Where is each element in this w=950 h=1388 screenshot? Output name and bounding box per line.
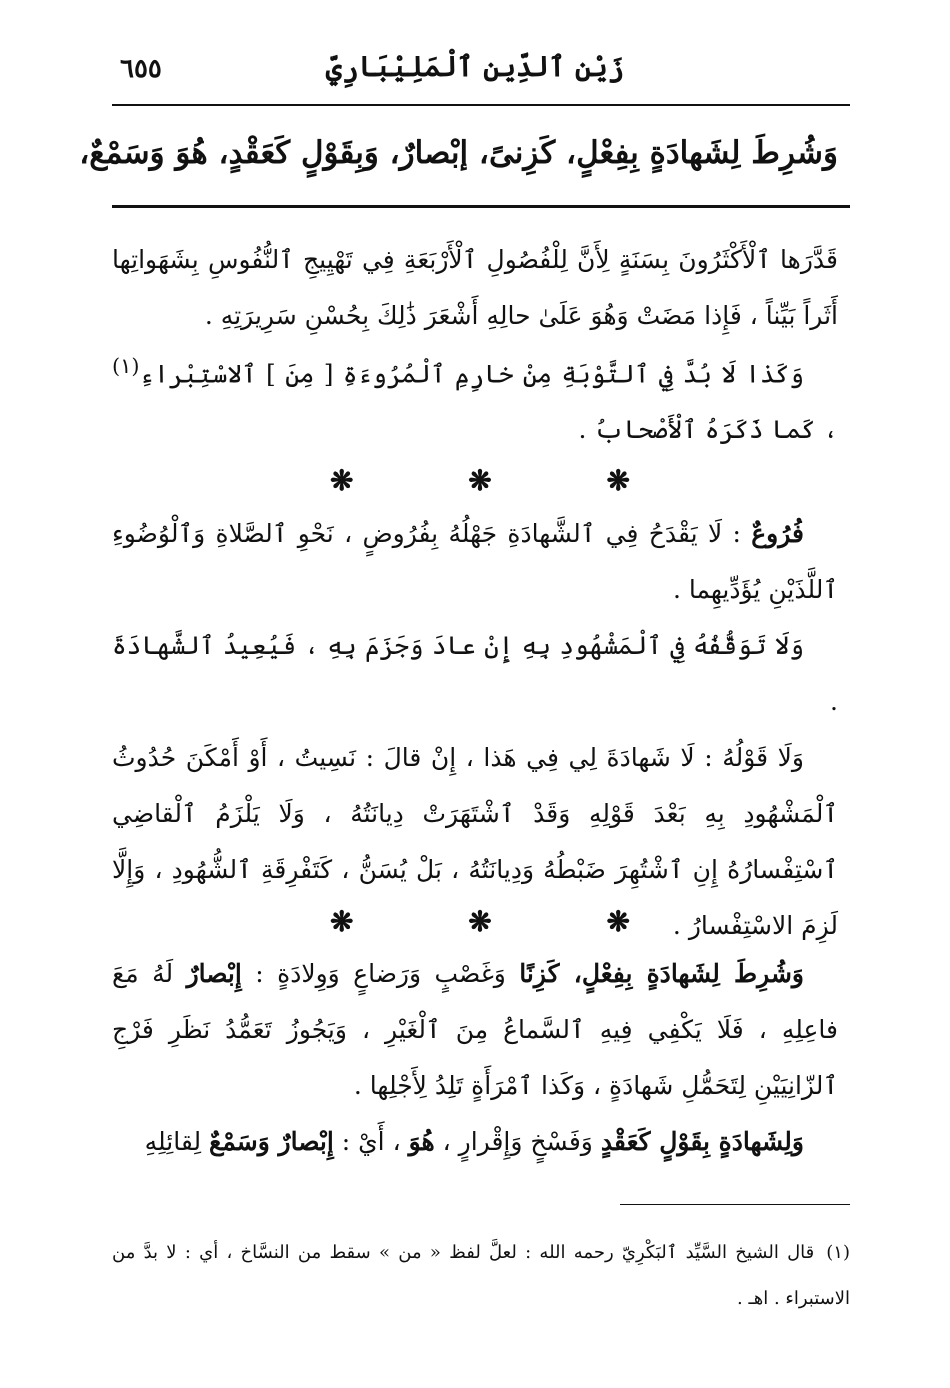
paragraph-text: ، أَيْ : [333, 1127, 409, 1156]
section-heading: فُرُوعٌ [751, 519, 804, 548]
paragraph [112, 506, 838, 618]
paragraph: وَلَا تَوَقُّفُهُ فِي ٱلْمَشْهُودِ بِهِ إِنْ عادَ وَجَزَمَ بِهِ ، فَيُعِيدُ ٱلشَّهادَةَ . [112, 631, 838, 716]
paragraph-text: : لَا يَقْدَحُ فِي ٱلشَّهادَةِ جَهْلُهُ بِفُرُوضٍ ، نَحْوِ ٱلصَّلاةِ وَٱلْوُضُوءِ ٱللَّذَيْنِ يُؤَدِّيهِما . [112, 519, 838, 604]
commentary-block-1 [112, 232, 838, 344]
footnote-number: (١) [826, 1242, 850, 1263]
commentary-block-2 [112, 338, 838, 458]
asterisk-ornament: ❋ [330, 464, 354, 497]
matn-verse: وَشُرِطَ لِشَهادَةٍ بِفِعْلٍ، كَزِنىً، إبْصارٌ، وَبِقَوْلٍ كَعَقْدٍ، هُوَ وَسَمْعٌ، [79, 135, 838, 171]
matn-quote: إِبْصارٌ وَسَمْعٌ [209, 1127, 334, 1156]
asterisk-ornament: ❋ [606, 905, 630, 938]
paragraph [112, 1114, 838, 1170]
footnote-text: قال الشيخ السَّيِّد ٱلبَكْرِيّ رحمه الله : لعلَّ لفظ « من » سقط من النسَّاخ ، أي : لا بدَّ من الاستبراء . اهـ . [112, 1242, 850, 1309]
matn-quote: وَلِشَهادَةٍ بِقَوْلٍ كَعَقْدٍ [600, 1127, 804, 1156]
matn-quote: هُوَ [408, 1127, 435, 1156]
footnote-reference: (١) [112, 354, 140, 378]
commentary-block-4 [112, 946, 838, 1170]
asterisk-ornament: ❋ [330, 905, 354, 938]
paragraph [112, 946, 838, 1114]
section-separator [330, 464, 630, 497]
running-head-title: زَيْن ٱلدِّين ٱلْمَلِيْبَارِيّ [325, 50, 625, 83]
paragraph-text: لِقائِلِهِ [144, 1127, 210, 1156]
section-separator [330, 905, 630, 938]
footnote-paragraph [112, 1230, 850, 1322]
asterisk-ornament: ❋ [468, 464, 492, 497]
asterisk-ornament: ❋ [606, 464, 630, 497]
paragraph-text: لَهُ مَعَ فاعِلِهِ ، فَلَا يَكْفِي فِيهِ ٱلسَّماعُ مِنَ ٱلْغَيْرِ ، وَيَجُوزُ تَعَمُّدُ نَظَرِ فَرْجِ ٱلزّانِيَيْنِ لِتَحَمُّلِ شَهادَةٍ ، وَكَذا ٱمْرَأَةٍ تَلِدُ لِأَجْلِها . [112, 959, 838, 1100]
page-number: ٦٥٥ [120, 54, 162, 84]
running-header [112, 44, 838, 104]
header-rule [112, 104, 850, 106]
paragraph-text: وَكَذا لَا بُدَّ فِي ٱلتَّوْبَةِ مِنْ خارِمِ ٱلْمُرُوءَةِ [ مِنَ ] ٱلاسْتِبْراءِ [139, 359, 804, 389]
asterisk-ornament: ❋ [468, 905, 492, 938]
matn-rule [112, 205, 850, 208]
paragraph-text: وَغَصْبٍ وَرَضاعٍ وَوِلادَةٍ : [241, 959, 520, 988]
paragraph: وَلَا قَوْلُهُ : لَا شَهادَةَ لِي فِي هَذا ، إِنْ قالَ : نَسِيتُ ، أَوْ أَمْكَنَ حُدُوثُ ٱلْمَشْهُودِ بِهِ بَعْدَ قَوْلِهِ وَقَدْ ٱشْتَهَرَتْ دِيانَتُهُ ، وَلَا يَلْزَمُ ٱلْقاضِي ٱسْتِفْسارُهُ إِنِ ٱشْتُهِرَ ضَبْطُهُ وَدِيانَتُهُ ، بَلْ يُسَنُّ ، كَتَفْرِقَةِ ٱلشُّهُودِ ، وَإِلَّا لَزِمَ الاسْتِفْسارُ . [112, 743, 838, 940]
paragraph-text: ، كَما ذَكَرَهُ ٱلْأَصْحابُ . [578, 415, 838, 445]
matn-quote: وَشُرِطَ لِشَهادَةٍ بِفِعْلٍ، كَزِنًا [519, 959, 804, 988]
matn-quote: إِبْصارٌ [186, 959, 242, 988]
commentary-block-3 [112, 506, 838, 954]
footnote-rule [620, 1204, 850, 1205]
paragraph-text: وَفَسْخٍ وَإِقْرارٍ ، [434, 1127, 601, 1156]
paragraph: قَدَّرَها ٱلْأَكْثَرُونَ بِسَنَةٍ لِأَنَّ لِلْفُصُولِ ٱلْأَرْبَعَةِ فِي تَهْيِيجِ ٱلنُّفُوسِ بِشَهَواتِها أَثَراً بَيِّناً ، فَإِذا مَضَتْ وَهُوَ عَلَىٰ حالِهِ أَشْعَرَ ذَٰلِكَ بِحُسْنِ سَرِيرَتِهِ . [112, 245, 838, 330]
footnote [112, 1230, 850, 1322]
paragraph [112, 338, 838, 458]
